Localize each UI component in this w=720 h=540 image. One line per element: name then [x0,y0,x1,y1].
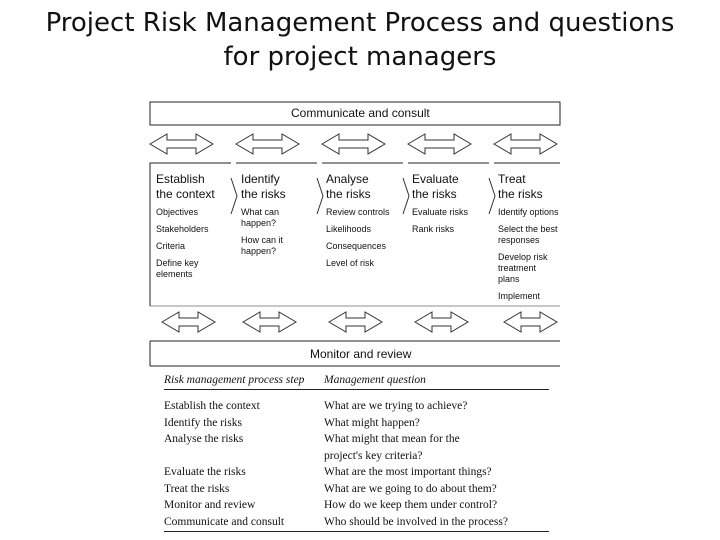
stage-name: Evaluate the risks [412,172,459,201]
stage-name: Analyse the risks [326,172,371,201]
connector-arrow [408,134,471,154]
stage-name: Identify the risks [241,172,286,201]
stage-item: Rank risks [412,224,455,234]
stage-item: Select the best responses [498,224,558,245]
stage-item: Identify options [498,207,559,217]
table-cell-step: Evaluate the risks [164,466,246,478]
monitor-review-label: Monitor and review [310,347,412,361]
stage-item: How can it happen? [241,235,284,256]
stage-name: Treat the risks [498,172,543,201]
table-cell-question: What might that mean for the project's key criteria? [324,433,460,462]
table-row [164,464,549,481]
stage-item: Review controls [326,207,390,217]
management-questions-table [164,372,549,532]
table-cell-question: How do we keep them under control? [324,499,498,511]
table-cell-question: Who should be involved in the process? [324,515,508,528]
stage-evaluate-risks [412,172,492,241]
stage-item: Objectives [156,207,199,217]
stage-establish-context [156,172,234,286]
table-header-step: Risk management process step [164,374,305,386]
connector-arrow [494,134,557,154]
table-cell-step: Communicate and consult [164,515,285,528]
table-row [164,481,549,498]
table-cell-question: What are we going to do about them? [324,482,497,495]
table-row [164,497,549,514]
connector-arrow [415,312,468,332]
table-cell-step: Analyse the risks [164,433,244,445]
communicate-consult-label: Communicate and consult [291,106,430,120]
connector-arrow [243,312,296,332]
connector-arrow [329,312,382,332]
connector-arrow [504,312,557,332]
table-cell-question: What are the most important things? [324,466,492,478]
connector-arrow [236,134,299,154]
title-line-1: Project Risk Management Process and questions [45,8,675,38]
bottom-connector-arrows [162,312,557,332]
table-header-rule [164,389,549,390]
stage-item: Consequences [326,241,387,251]
table-row [164,431,549,464]
table-header-question: Management question [324,374,426,386]
stage-item: Develop risk treatment plans [498,252,548,284]
table-row [164,398,549,415]
stage-item: Define key elements [156,258,199,279]
title-line-2: for project managers [223,42,497,72]
table-row [164,415,549,432]
stage-item: Likelihoods [326,224,372,234]
stage-identify-risks [241,172,319,263]
table-cell-step: Identify the risks [164,416,242,429]
stage-item: Stakeholders [156,224,209,234]
table-bottom-rule [164,531,549,532]
connector-arrow [150,134,213,154]
stage-item: Evaluate risks [412,207,469,217]
table-cell-question: What are we trying to achieve? [324,400,468,412]
stage-item: Implement [498,291,541,301]
table-cell-question: What might happen? [324,416,420,429]
table-cell-step: Establish the context [164,400,260,412]
stage-item: Level of risk [326,258,375,268]
table-cell-step: Monitor and review [164,499,256,511]
stage-analyse-risks [326,172,406,275]
table-cell-step: Treat the risks [164,482,230,495]
stage-treat-risks [498,172,560,308]
stage-name: Establish the context [156,172,215,201]
table-header-row [164,372,549,389]
top-connector-arrows [150,134,557,154]
connector-arrow [322,134,385,154]
connector-arrow [162,312,215,332]
stage-item: What can happen? [241,207,280,228]
table-row [164,514,549,531]
stage-item: Criteria [156,241,186,251]
